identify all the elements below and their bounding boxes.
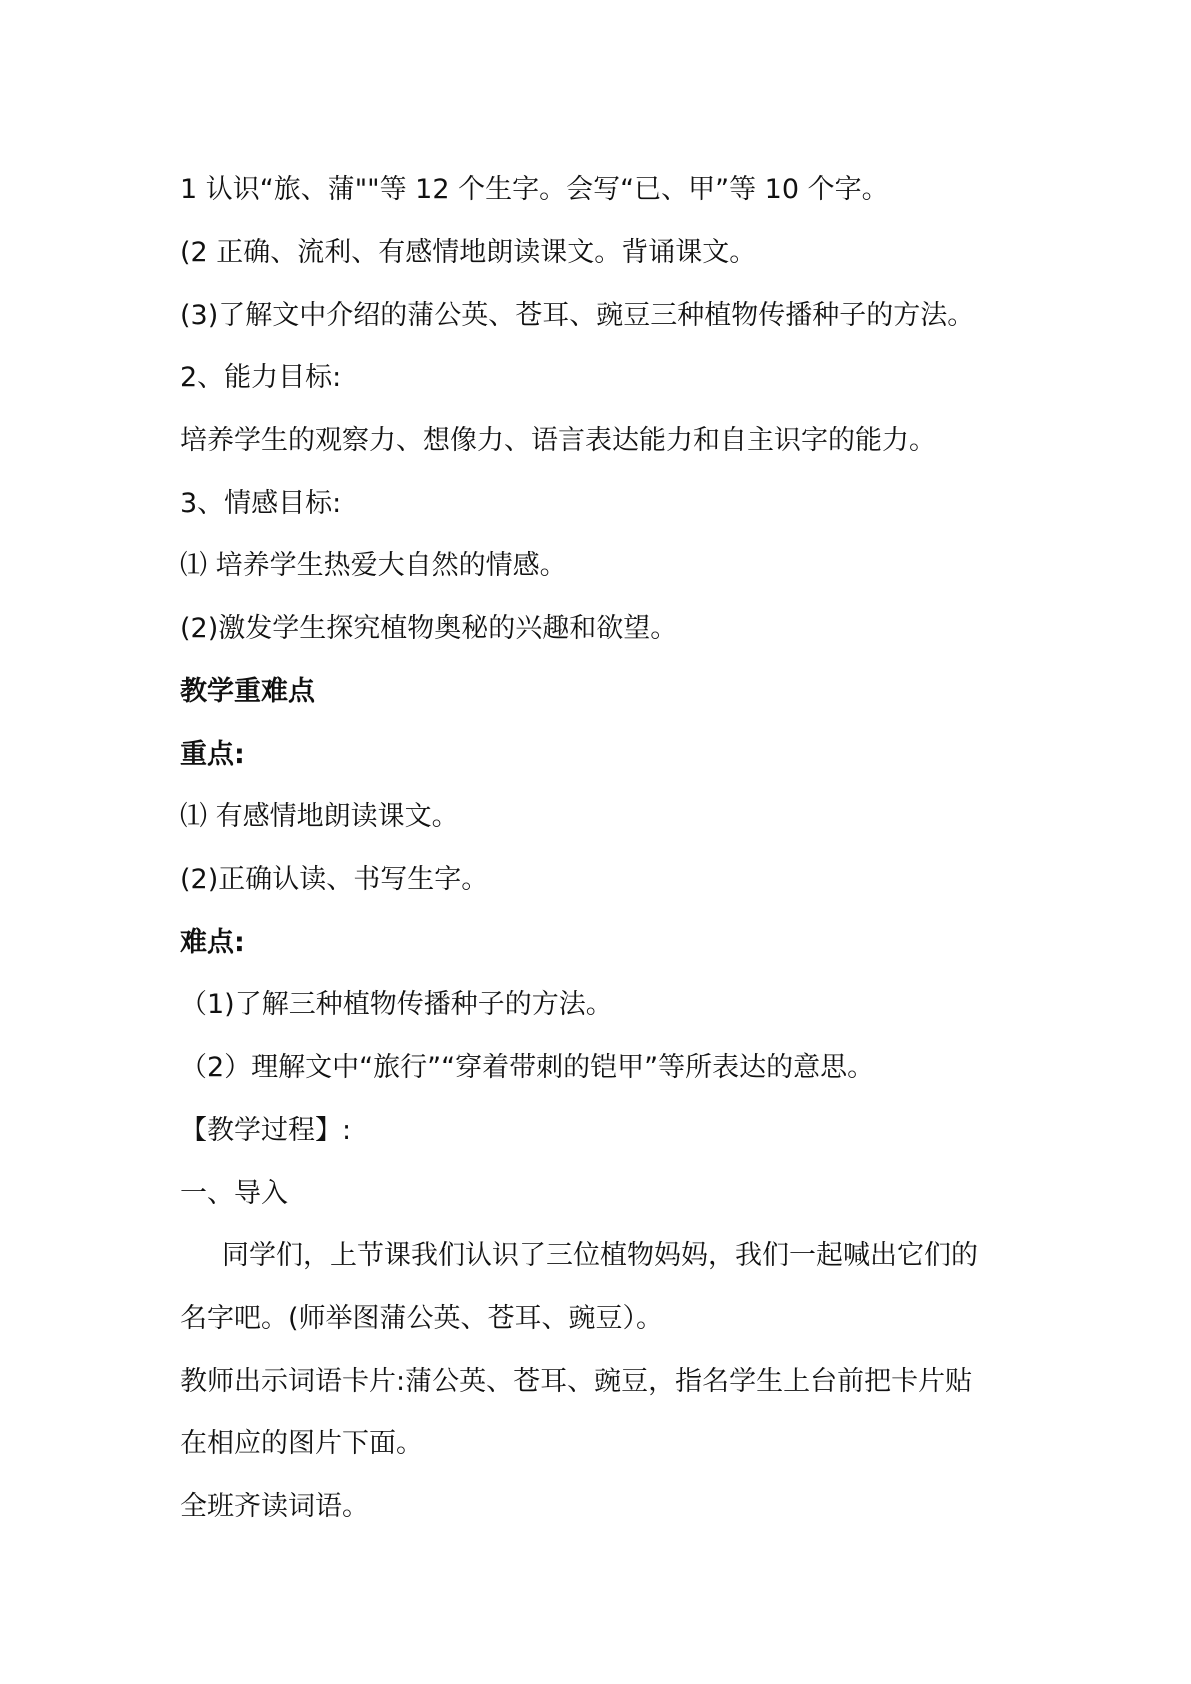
emotion-goal-1: ⑴ 培养学生热爱大自然的情感。 xyxy=(180,550,567,581)
difficult-point-2: （2）理解文中“旅行”“穿着带刺的铠甲”等所表达的意思。 xyxy=(180,1052,875,1083)
intro-paragraph-line-1: 同学们，上节课我们认识了三位植物妈妈，我们一起喊出它们的 xyxy=(222,1240,978,1271)
teaching-process-heading: 【教学过程】: xyxy=(180,1115,352,1146)
emotion-goal-2: (2)激发学生探究植物奥秘的兴趣和欲望。 xyxy=(180,613,678,644)
emotion-goal-heading: 3、情感目标: xyxy=(180,488,342,519)
ability-goal-text: 培养学生的观察力、想像力、语言表达能力和自主识字的能力。 xyxy=(180,425,936,456)
card-activity-line-1: 教师出示词语卡片:蒲公英、苍耳、豌豆，指名学生上台前把卡片贴 xyxy=(180,1366,973,1397)
objective-2: (2 正确、流利、有感情地朗读课文。背诵课文。 xyxy=(180,237,757,268)
objective-3: (3)了解文中介绍的蒲公英、苍耳、豌豆三种植物传播种子的方法。 xyxy=(180,300,975,331)
class-reading-line: 全班齐读词语。 xyxy=(180,1491,369,1522)
intro-paragraph-line-2: 名字吧。(师举图蒲公英、苍耳、豌豆）。 xyxy=(180,1303,664,1334)
key-points-heading: 重点: xyxy=(180,739,245,770)
key-point-1: ⑴ 有感情地朗读课文。 xyxy=(180,801,459,832)
objective-1: 1 认识“旅、蒲""等 12 个生字。会写“已、甲”等 10 个字。 xyxy=(180,174,889,205)
card-activity-line-2: 在相应的图片下面。 xyxy=(180,1428,423,1459)
difficult-points-heading: 难点: xyxy=(180,927,245,958)
ability-goal-heading: 2、能力目标: xyxy=(180,362,342,393)
key-point-2: (2)正确认读、书写生字。 xyxy=(180,864,489,895)
difficult-point-1: （1)了解三种植物传播种子的方法。 xyxy=(180,989,613,1020)
intro-heading: 一、导入 xyxy=(180,1178,288,1209)
key-difficult-points-heading: 教学重难点 xyxy=(180,676,315,707)
